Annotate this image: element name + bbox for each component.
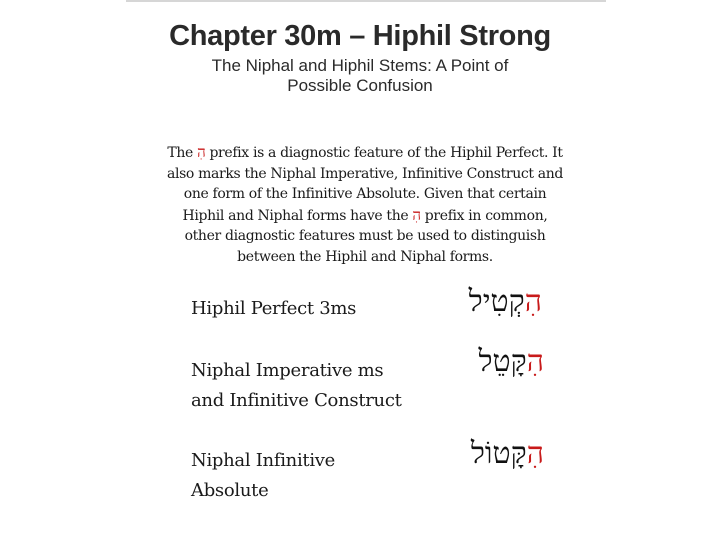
paragraph-text: prefix is a diagnostic feature of the Hiphil Perfect. It (205, 145, 563, 161)
form-label-line-1: Niphal Imperative ms (191, 360, 384, 381)
hebrew-form (471, 436, 544, 472)
hebrew-he-prefix: הִ (197, 143, 206, 161)
form-label (191, 356, 402, 416)
hebrew-root: קָּטוֹל (470, 436, 527, 471)
paragraph-text: prefix in common, (420, 207, 548, 224)
page-title: Chapter 30m – Hiphil Strong (169, 20, 551, 52)
explanation-paragraph (150, 142, 580, 267)
paragraph-text: one form of the Infinitive Absolute. Given that certain (183, 186, 547, 202)
hebrew-root: קְטִיל (468, 284, 525, 319)
form-label-line-2: and Infinitive Construct (191, 390, 402, 411)
paragraph-text: between the Hiphil and Niphal forms. (237, 248, 493, 265)
hebrew-root: קָּטֵל (478, 344, 527, 379)
hebrew-form (469, 284, 542, 320)
hebrew-prefix: הִ (526, 344, 544, 379)
hebrew-he-prefix: הִ (412, 205, 421, 224)
paragraph-text: also marks the Niphal Imperative, Infinitive Construct and (166, 165, 564, 182)
form-label-line-2: Absolute (191, 480, 269, 501)
paragraph-text: Hiphil and Niphal forms have the (182, 207, 413, 224)
form-label-line-1: Hiphil Perfect 3ms (191, 298, 357, 319)
subtitle-line-2: Possible Confusion (287, 76, 433, 95)
hebrew-prefix: הִ (526, 436, 544, 471)
subtitle-line-1: The Niphal and Hiphil Stems: A Point of (211, 56, 509, 75)
hebrew-form (479, 344, 544, 380)
top-divider (126, 0, 606, 2)
form-label (191, 294, 356, 324)
paragraph-text: The (167, 145, 198, 161)
page-subtitle (0, 56, 720, 96)
form-label-line-1: Niphal Infinitive (191, 450, 336, 471)
paragraph-text: other diagnostic features must be used to distinguish (184, 228, 546, 244)
form-label (191, 446, 335, 506)
hebrew-prefix: הִ (524, 284, 542, 319)
